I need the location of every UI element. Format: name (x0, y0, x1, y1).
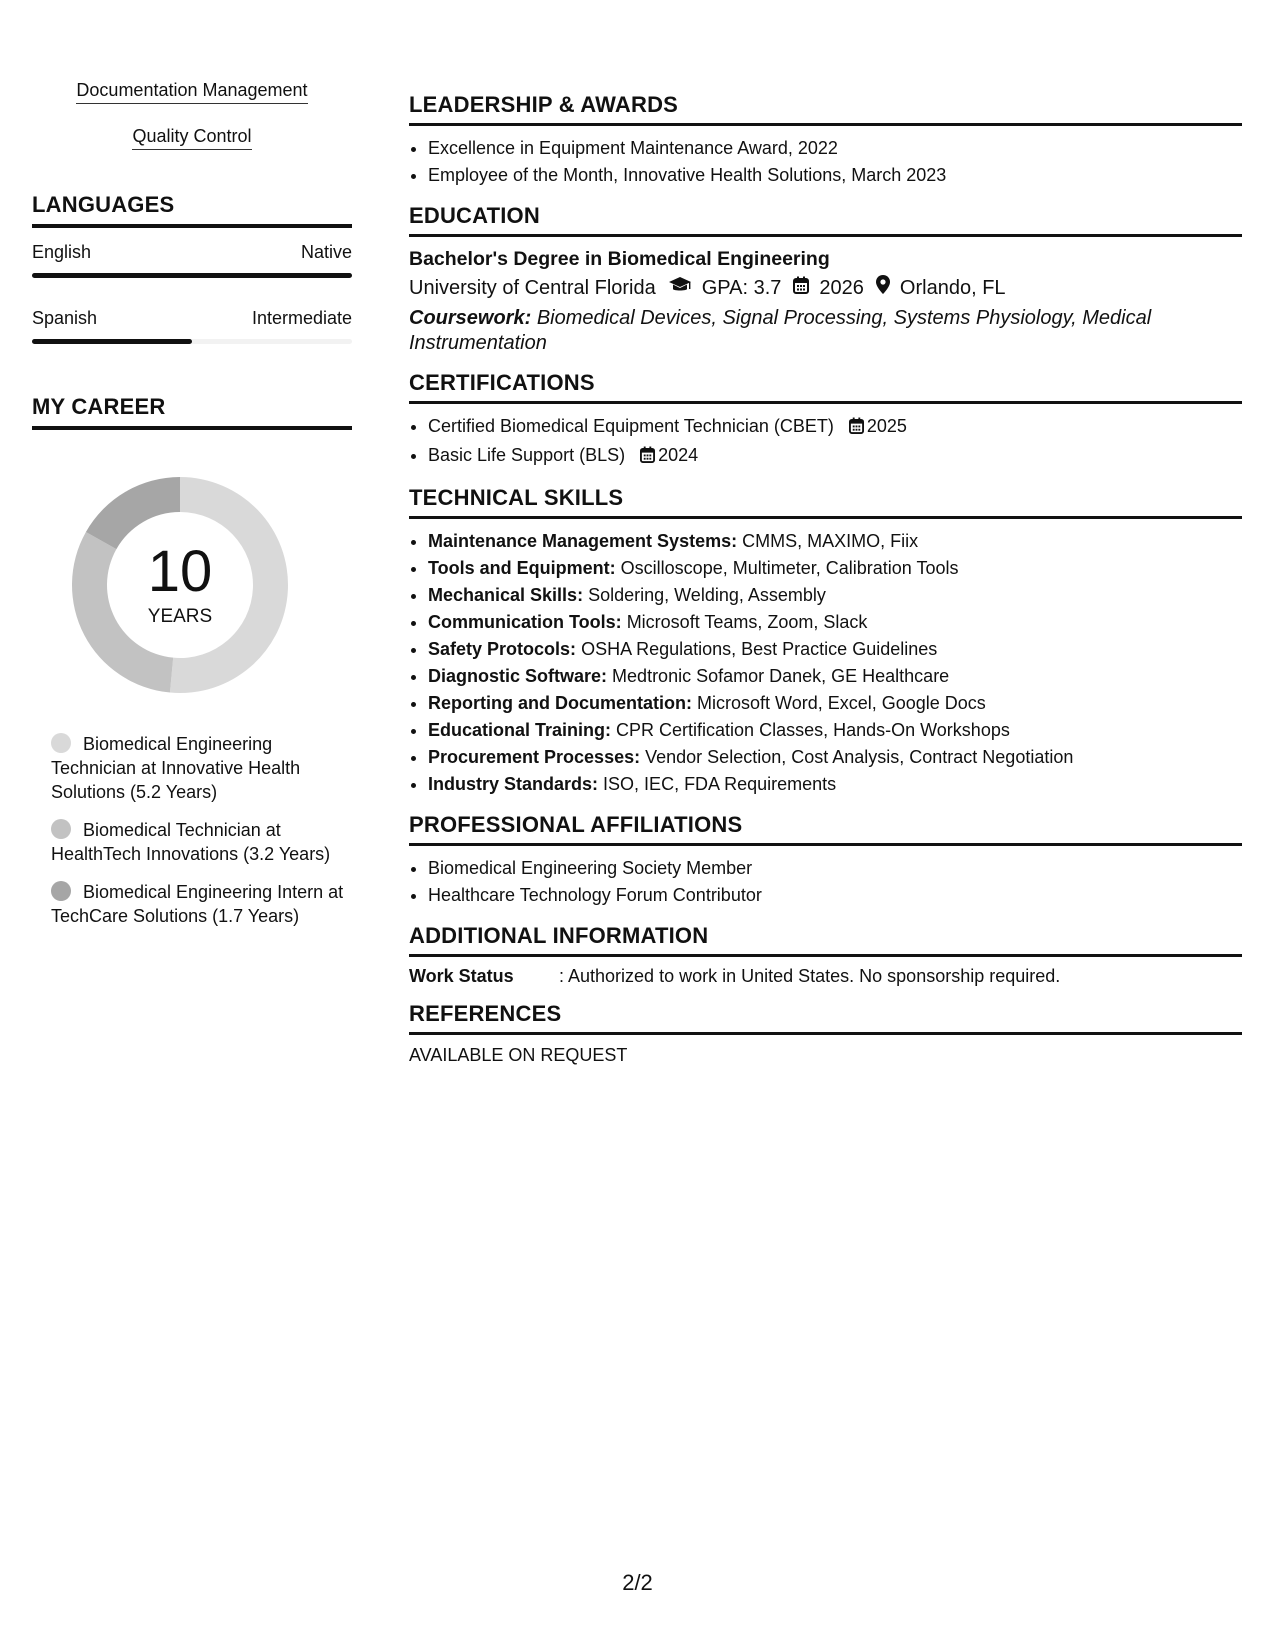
coursework-label: Coursework: (409, 307, 532, 329)
gpa: GPA: 3.7 (701, 277, 782, 299)
skill-category: Maintenance Management Systems: (428, 531, 738, 551)
skill-tags (32, 80, 352, 172)
language-bar-fill (32, 273, 352, 278)
career-legend-item (51, 732, 352, 804)
technical-skills-heading: TECHNICAL SKILLS (409, 485, 1242, 519)
list-item: • Biomedical Engineering Society Member (428, 855, 1242, 882)
leadership-heading: LEADERSHIP & AWARDS (409, 92, 1242, 126)
work-status-row (409, 966, 1242, 987)
leadership-list (409, 135, 1242, 189)
location-pin-icon (876, 273, 890, 303)
legend-dot-icon (51, 819, 71, 839)
language-level: Native (300, 242, 352, 262)
education-section (409, 203, 1242, 356)
calendar-icon (849, 415, 864, 442)
certification-name: Certified Biomedical Equipment Technician (CBET) (428, 416, 834, 436)
affiliations-section (409, 812, 1242, 909)
language-level: Intermediate (251, 308, 352, 328)
skill-category: Industry Standards: (428, 774, 599, 794)
school-location: Orlando, FL (899, 277, 1006, 299)
skill-category: Communication Tools: (428, 612, 622, 632)
skill-item (428, 555, 1242, 582)
skill-item (428, 690, 1242, 717)
career-legend-label: Biomedical Engineering Intern at TechCare Solutions (1.7 Years) (51, 882, 344, 926)
skill-item (428, 528, 1242, 555)
career-total-years: 10 (147, 539, 213, 604)
coursework (409, 306, 1242, 356)
coursework-list: Biomedical Devices, Signal Processing, Systems Physiology, Medical Instrumentation (409, 307, 1152, 354)
career-legend-label: Biomedical Technician at HealthTech Innovations (3.2 Years) (51, 820, 331, 864)
career-years-label: YEARS (147, 606, 213, 627)
skill-category: Mechanical Skills: (428, 585, 584, 605)
school-name: University of Central Florida (409, 277, 656, 299)
additional-info-section (409, 923, 1242, 987)
career-legend-item (51, 880, 352, 928)
skill-item (428, 609, 1242, 636)
career-donut-chart (65, 470, 295, 700)
skill-tag: Quality Control (132, 126, 251, 150)
education-details (409, 273, 1242, 303)
affiliations-list (409, 855, 1242, 909)
career-center (65, 470, 295, 700)
career-legend-label: Biomedical Engineering Technician at Innovative Health Solutions (5.2 Years) (51, 734, 301, 802)
technical-skills-section (409, 485, 1242, 798)
graduation-cap-icon (668, 273, 692, 303)
certification-item (428, 442, 1242, 471)
legend-dot-icon (51, 733, 71, 753)
language-name: Spanish (32, 308, 98, 328)
skill-item (428, 582, 1242, 609)
work-status-value: : Authorized to work in United States. No sponsorship required. (559, 966, 1061, 986)
technical-skills-list (409, 528, 1242, 798)
certification-item (428, 413, 1242, 442)
skill-item (428, 636, 1242, 663)
language-bar (32, 273, 352, 278)
skill-category: Safety Protocols: (428, 639, 577, 659)
language-name: English (32, 242, 92, 262)
page-number: 2/2 (622, 1570, 653, 1595)
graduation-year: 2026 (819, 277, 864, 299)
skill-values: CMMS, MAXIMO, Fiix (742, 531, 919, 551)
language-bar-fill (32, 339, 192, 344)
languages-heading: LANGUAGES (32, 192, 352, 228)
references-heading: REFERENCES (409, 1001, 1242, 1035)
certification-year: 2025 (866, 416, 907, 436)
skill-values: Microsoft Word, Excel, Google Docs (697, 693, 986, 713)
skill-category: Reporting and Documentation: (428, 693, 692, 713)
right-column (409, 92, 1242, 1080)
skill-values: ISO, IEC, FDA Requirements (603, 774, 837, 794)
language-item (32, 308, 352, 344)
left-column (32, 80, 352, 942)
certification-year: 2024 (658, 445, 699, 465)
references-text: AVAILABLE ON REQUEST (409, 1045, 628, 1065)
skill-category: Procurement Processes: (428, 747, 641, 767)
skill-values: Vendor Selection, Cost Analysis, Contract Negotiation (645, 747, 1074, 767)
education-heading: EDUCATION (409, 203, 1242, 237)
additional-info-heading: ADDITIONAL INFORMATION (409, 923, 1242, 957)
list-item: • Employee of the Month, Innovative Health Solutions, March 2023 (428, 162, 1242, 189)
skill-item (428, 717, 1242, 744)
affiliations-heading: PROFESSIONAL AFFILIATIONS (409, 812, 1242, 846)
certifications-heading: CERTIFICATIONS (409, 370, 1242, 404)
certification-name: Basic Life Support (BLS) (428, 445, 626, 465)
language-bar (32, 339, 352, 344)
skill-category: Tools and Equipment: (428, 558, 616, 578)
skill-category: Educational Training: (428, 720, 612, 740)
work-status-label: Work Status (409, 966, 514, 986)
degree-title: Bachelor's Degree in Biomedical Engineering (409, 248, 830, 270)
legend-dot-icon (51, 881, 71, 901)
certifications-list (409, 413, 1242, 471)
skill-values: Oscilloscope, Multimeter, Calibration Tools (620, 558, 959, 578)
list-item: • Healthcare Technology Forum Contributor (428, 882, 1242, 909)
leadership-section (409, 92, 1242, 189)
skill-values: Medtronic Sofamor Danek, GE Healthcare (612, 666, 950, 686)
skill-values: CPR Certification Classes, Hands-On Workshops (616, 720, 1010, 740)
skill-tag: Documentation Management (76, 80, 307, 104)
calendar-icon (793, 273, 809, 303)
skill-values: Soldering, Welding, Assembly (588, 585, 826, 605)
skill-values: Microsoft Teams, Zoom, Slack (626, 612, 868, 632)
calendar-icon (640, 444, 655, 471)
skill-item (428, 771, 1242, 798)
skill-item (428, 744, 1242, 771)
references-section (409, 1001, 1242, 1066)
certifications-section (409, 370, 1242, 471)
list-item: • Excellence in Equipment Maintenance Award, 2022 (428, 135, 1242, 162)
languages-section (32, 192, 352, 344)
language-item (32, 242, 352, 278)
languages-list (32, 242, 352, 344)
skill-category: Diagnostic Software: (428, 666, 608, 686)
career-section (32, 394, 352, 928)
career-heading: MY CAREER (32, 394, 352, 430)
skill-item (428, 663, 1242, 690)
career-legend (32, 732, 352, 928)
career-legend-item (51, 818, 352, 866)
skill-values: OSHA Regulations, Best Practice Guidelines (581, 639, 938, 659)
